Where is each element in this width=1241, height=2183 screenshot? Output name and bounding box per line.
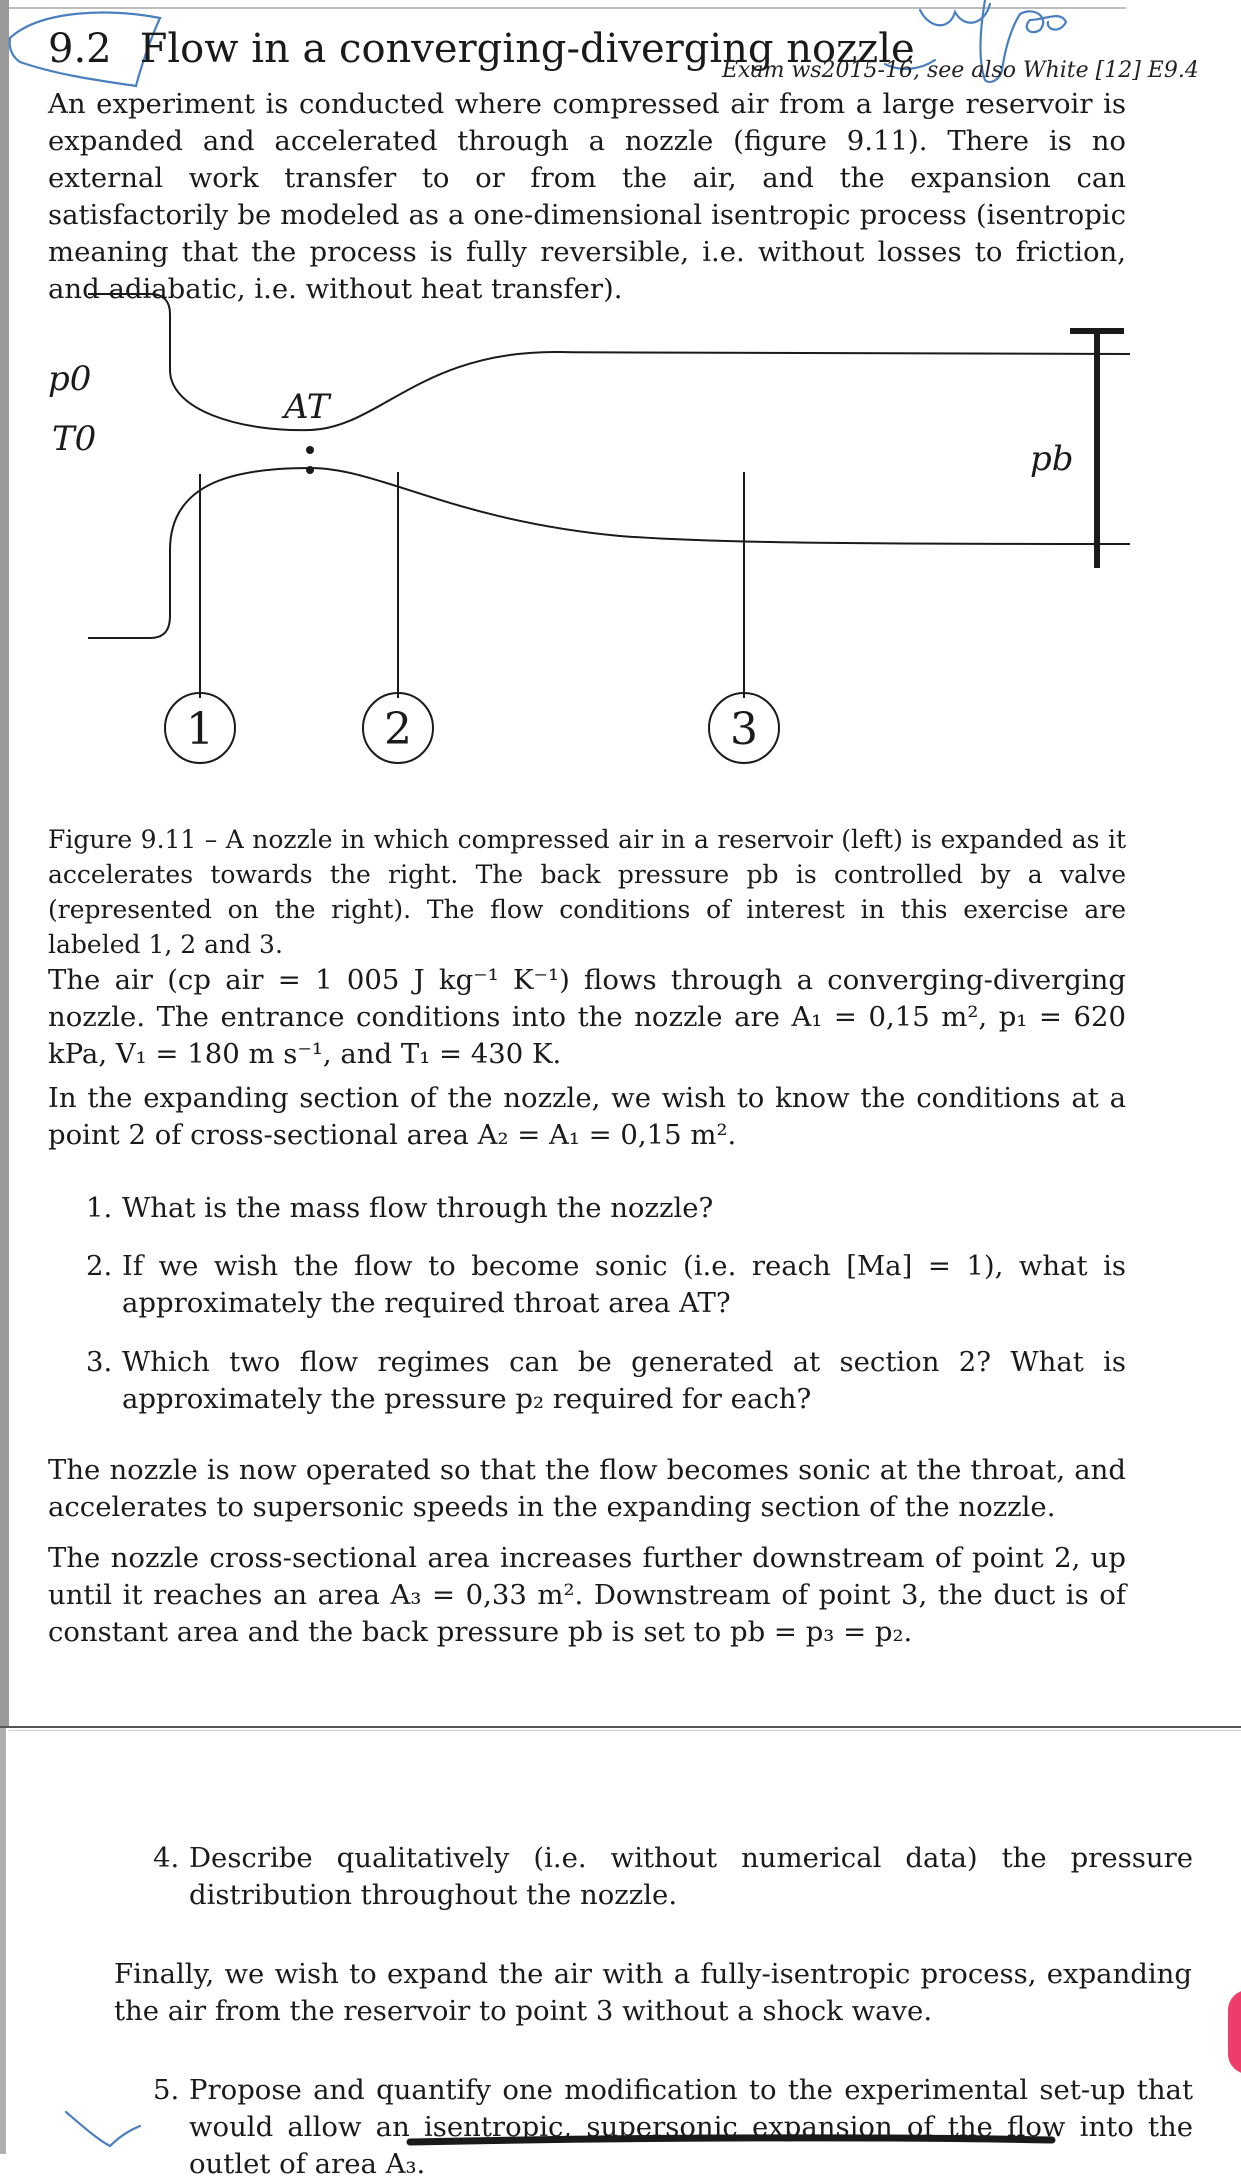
p0-label: p0: [48, 359, 92, 399]
question-2: [86, 1248, 1126, 1322]
nozzle-figure: [0, 280, 1241, 780]
question-number: 5.: [153, 2074, 180, 2106]
underline-scribble: [410, 2138, 1052, 2142]
question-number: 3.: [86, 1346, 113, 1378]
question-text: Which two flow regimes can be generated at section 2? What is approximately the pressure p₂ required for each?: [122, 1346, 1126, 1415]
page-rule: [9, 1730, 1241, 1731]
air-conditions: The air (cp air = 1 005 J kg⁻¹ K⁻¹) flows through a converging-diverging nozzle. The entrance conditions into the nozzle are A₁ = 0,15 m², p₁ = 620 kPa, V₁ = 180 m s⁻¹, and T₁ = 430 K.: [48, 964, 1126, 1070]
question-text: Describe qualitatively (i.e. without numerical data) the pressure distribution throughout the nozzle.: [189, 1842, 1193, 1911]
question-text: Propose and quantify one modification to the experimental set-up that would allow an isentropic, supersonic expansion of the flow into the outlet of area A₃.: [189, 2074, 1193, 2180]
pen-annotations: [0, 2080, 1241, 2154]
intro-paragraph: An experiment is conducted where compressed air from a large reservoir is expanded and accelerated through a nozzle (figure 9.11). There is no external work transfer to or from the air, and the expansion can satisfactorily be modeled as a one-dimensional isentropic process (isentropic meaning that the process is fully reversible, i.e. without losses to friction, and adiabatic, i.e. without heat transfer).: [48, 88, 1126, 305]
nozzle-lower-wall: [88, 468, 1130, 638]
at-label: AT: [284, 387, 330, 427]
pb-label: pb: [1030, 439, 1074, 479]
section-number: 9.2: [48, 26, 112, 72]
question-number: 4.: [153, 1842, 180, 1874]
figure-caption: Figure 9.11 – A nozzle in which compressed air in a reservoir (left) is expanded as it accelerates towards the right. The back pressure pb is controlled by a valve (represented on the right). The flow conditions of interest in this exercise are labeled 1, 2 and 3.: [48, 825, 1126, 959]
question-number: 1.: [86, 1192, 113, 1224]
expanding-section-text: In the expanding section of the nozzle, we wish to know the conditions at a point 2 of cross-sectional area A₂ = A₁ = 0,15 m².: [48, 1082, 1126, 1151]
valve-bar: [1094, 328, 1100, 568]
throat-lower-point: [306, 466, 314, 474]
source-reference: Exam ws2015-16, see also White [12] E9.4: [722, 58, 1199, 83]
station-2-label: 2: [384, 704, 412, 755]
question-number: 2.: [86, 1250, 113, 1282]
question-4: [153, 1840, 1193, 1914]
operation-paragraph: The nozzle is now operated so that the flow becomes sonic at the throat, and accelerates to supersonic speeds in the expanding section of the nozzle.: [48, 1454, 1126, 1523]
valve-cap: [1070, 328, 1124, 334]
question-1: [86, 1190, 1126, 1227]
station-3-label: 3: [730, 704, 758, 755]
nozzle-upper-wall: [88, 294, 1130, 430]
t0-label: T0: [52, 419, 97, 459]
section-title: Flow in a converging-diverging nozzle: [139, 26, 915, 72]
question-text: If we wish the flow to become sonic (i.e. reach [Ma] = 1), what is approximately the required throat area AT?: [122, 1250, 1126, 1319]
question-3: [86, 1344, 1126, 1418]
further-paragraph: The nozzle cross-sectional area increases further downstream of point 2, up until it reaches an area A₃ = 0,33 m². Downstream of point 3, the duct is of constant area and the back pressure pb is set to pb = p₃ = p₂.: [48, 1542, 1126, 1648]
throat-upper-point: [306, 446, 314, 454]
finally-paragraph: Finally, we wish to expand the air with a fully-isentropic process, expanding the air from the reservoir to point 3 without a shock wave.: [114, 1958, 1192, 2027]
scroll-tab[interactable]: [1228, 1990, 1241, 2074]
station-1-label: 1: [186, 704, 214, 755]
page-divider: [0, 1726, 1241, 1728]
page-edge: [0, 0, 9, 1727]
question-text: What is the mass flow through the nozzle?: [122, 1192, 714, 1224]
